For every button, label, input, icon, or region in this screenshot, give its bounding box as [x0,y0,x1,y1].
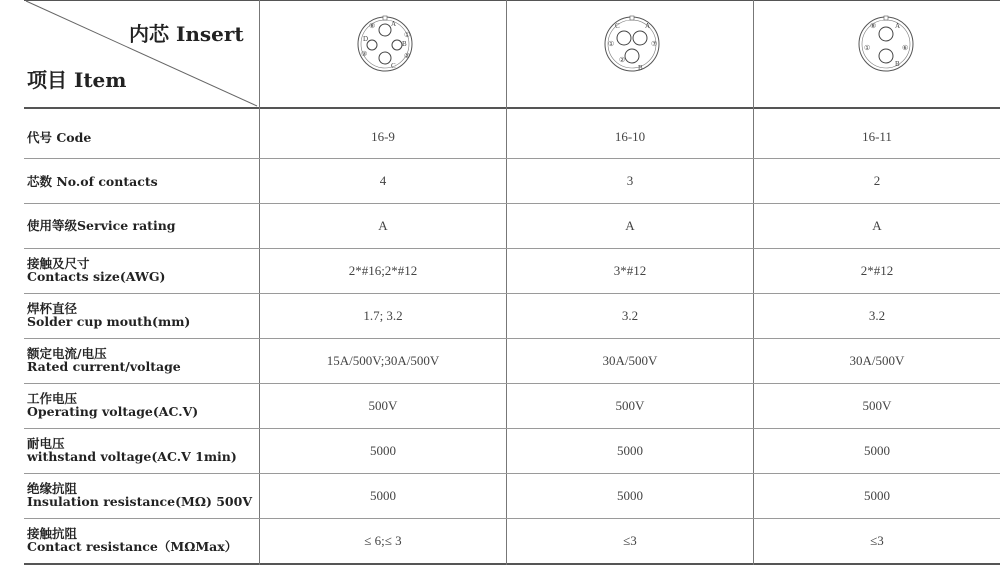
cell-rated-16-10: 30A/500V [602,353,658,368]
cell-withstand-16-11: 5000 [864,443,890,458]
cell-operating-16-9: 500V [368,398,398,413]
insert-diagram-16-11 [856,4,916,84]
cell-contact-res-16-11: ≤3 [870,533,884,548]
pin-b-label: B [638,64,643,72]
pin-number-label: ⑥ [902,44,909,52]
row-divider [24,383,1000,384]
row-label-contacts: 芯数 No.of contacts [27,174,158,189]
cell-contact-res-16-10: ≤3 [623,533,637,548]
cell-rating-16-11: A [872,218,882,233]
pin-number-label: ① [404,31,411,39]
cell-solder-16-9: 1.7; 3.2 [363,308,403,323]
cell-rating-16-10: A [625,218,635,233]
row-divider [24,338,1000,339]
cell-code-16-11: 16-11 [862,129,892,144]
cell-solder-16-11: 3.2 [868,308,886,323]
cell-contacts-16-10: 3 [626,173,634,188]
row-label-service-rating: 使用等级Service rating [27,218,176,233]
row-label-operating-voltage: 工作电压 Operating voltage(AC.V) [27,391,199,419]
pin-a-label: A [645,22,651,30]
cell-code-16-10: 16-10 [614,129,646,144]
row-label-code: 代号 Code [27,130,92,145]
pin-number-label: ⑦ [651,40,658,48]
pin-number-label: ③ [361,50,368,58]
insert-diagram-16-10 [602,4,662,84]
pin-c-label: C [615,22,620,30]
pin-a-label: A [391,20,397,28]
pin-d-label: D [363,35,369,43]
cell-rated-16-11: 30A/500V [849,353,905,368]
cell-size-16-11: 2*#12 [860,263,894,278]
cell-withstand-16-10: 5000 [617,443,643,458]
cell-insulation-16-11: 5000 [864,488,890,503]
cell-rating-16-9: A [378,218,388,233]
cell-operating-16-10: 500V [615,398,645,413]
cell-solder-16-10: 3.2 [621,308,639,323]
row-label-insulation-resistance: 绝缘抗阻 Insulation resistance(MΩ) 500V [27,481,253,509]
row-divider [24,428,1000,429]
cell-insulation-16-10: 5000 [617,488,643,503]
cell-size-16-10: 3*#12 [613,263,647,278]
cell-contacts-16-9: 4 [379,173,387,188]
row-label-contact-resistance: 接触抗阻 Contact resistance（MΩMax） [27,526,238,554]
row-label-solder-cup: 焊杯直径 Solder cup mouth(mm) [27,301,191,329]
cell-contacts-16-11: 2 [873,173,881,188]
pin-number-label: ① [608,40,615,48]
cell-insulation-16-9: 5000 [370,488,396,503]
row-divider [24,473,1000,474]
row-divider [24,158,1000,159]
row-label-rated-current: 额定电流/电压 Rated current/voltage [27,346,181,374]
row-divider [24,518,1000,519]
cell-size-16-9: 2*#16;2*#12 [348,263,418,278]
insert-header: 内芯 Insert [129,22,244,46]
pin-c-label: C [391,62,396,70]
row-divider [24,248,1000,249]
cell-rated-16-9: 15A/500V;30A/500V [326,353,440,368]
cell-code-16-9: 16-9 [371,129,395,144]
pin-number-label: ① [864,44,871,52]
col-divider-3 [753,0,754,565]
pin-number-label: ⑧ [870,22,877,30]
pin-number-label: ② [619,56,626,64]
pin-number-label: ⑧ [369,22,376,30]
pin-b-label: B [402,40,407,48]
insert-diagram-16-9 [355,4,415,84]
spec-table [24,0,1000,565]
row-label-withstand-voltage: 耐电压 withstand voltage(AC.V 1min) [27,436,237,464]
cell-operating-16-11: 500V [862,398,892,413]
pin-a-label: A [895,22,901,30]
cell-contact-res-16-9: ≤ 6;≤ 3 [364,533,402,548]
row-divider [24,203,1000,204]
item-header: 项目 Item [27,68,127,92]
col-divider-2 [506,0,507,565]
pin-number-label: ② [404,52,411,60]
row-divider [24,293,1000,294]
cell-withstand-16-9: 5000 [370,443,396,458]
pin-b-label: B [895,60,900,68]
row-label-contacts-size: 接触及尺寸 Contacts size(AWG) [27,256,166,284]
